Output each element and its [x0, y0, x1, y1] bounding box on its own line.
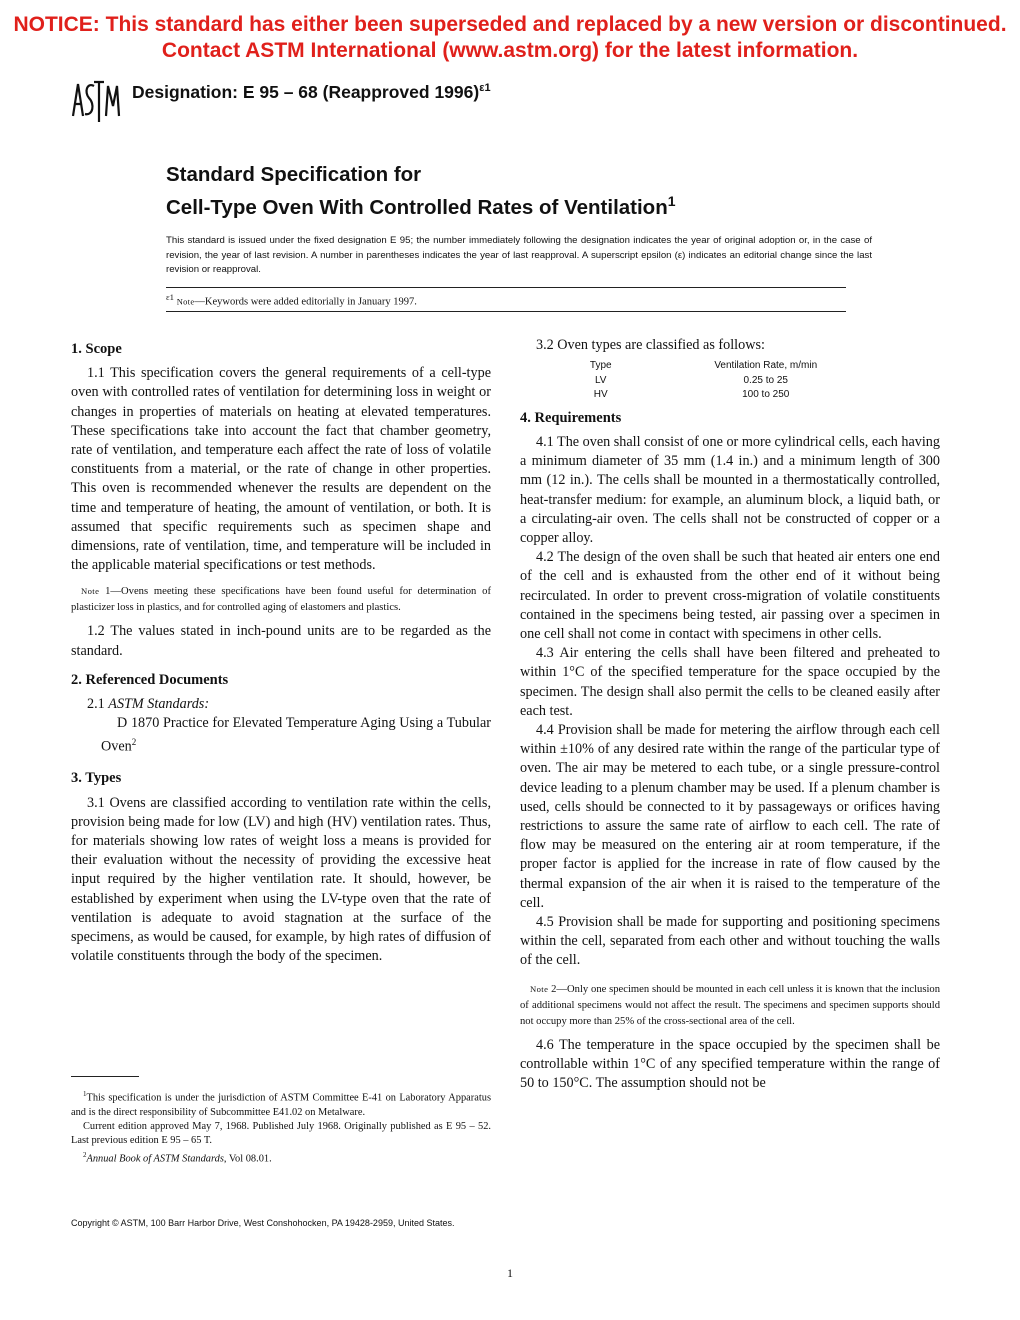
table-cell: 0.25 to 25 [743, 374, 788, 386]
right-column [520, 336, 940, 1093]
footnote-2-marker: 2 [83, 1151, 87, 1160]
title-line-2: Cell-Type Oven With Controlled Rates of Ventilation [166, 195, 668, 219]
note-1 [71, 583, 491, 616]
footnote-1-edition: Current edition approved May 7, 1968. Published July 1968. Originally published as E 95 – 52. Last previous edition E 95 – 65 T. [71, 1120, 491, 1147]
paragraph-4-1: 4.1 The oven shall consist of one or more cylindrical cells, each having a minimum diameter of 35 mm (1.4 in.) and a minimum length of 300 mm (12 in.). The cells shall be mounted in a thermostatically controlled, heat-transfer medium: for example, an aluminum block, a liquid bath, or a circulating-air oven. The cells shall not be constructed of copper or a copper alloy. [520, 433, 940, 546]
table-header-ventilation-rate: Ventilation Rate, m/min [714, 360, 818, 372]
table-header-row [572, 359, 902, 374]
footnotes [71, 1087, 491, 1167]
reference-item-text: D 1870 Practice for Elevated Temperature Aging Using a Tubular Oven [101, 715, 491, 756]
divider-top [166, 287, 846, 288]
footnote-1 [71, 1087, 491, 1120]
paragraph-4-4: 4.4 Provision shall be made for metering the airflow through each cell within ±10% of any desired rate within the range of the particular type of oven. The air may be metered to each tube, or a single pressure-control device leading to a plenum chamber may be used. If a plenum chamber is used, cells should be connected to it by passageways or orifices having restrictions to assure the same rate of airflow to each cell. The rate of flow may be measured on the entering air at room temperature, if the proper factor is applied for the increase in rate of flow caused by the thermal expansion of the air when it is raised to the temperature of the cell. [520, 721, 940, 911]
paragraph-2-1-number: 2.1 [87, 696, 109, 713]
table-header-type: Type [589, 360, 612, 372]
notice-line-1: NOTICE: This standard has either been superseded and replaced by a new version or discontinued. [13, 13, 1007, 36]
page-number: 1 [507, 1266, 513, 1280]
designation-text: Designation: E 95 – 68 (Reapproved 1996) [132, 82, 480, 102]
paragraph-2-1 [71, 695, 491, 714]
editorial-note-superscript: ε1 [166, 292, 175, 302]
paragraph-1-2: 1.2 The values stated in inch-pound units are to be regarded as the standard. [71, 623, 491, 659]
footnote-divider [71, 1076, 139, 1077]
paragraph-4-3: 4.3 Air entering the cells shall have been filtered and preheated to within 1°C of the specified temperature for the space occupied by the specimen. The design shall also permit the cells to be cleaned easily after each test. [520, 645, 940, 719]
paragraph-2-1-text: ASTM Standards: [108, 696, 210, 713]
paragraph-4-5: 4.5 Provision shall be made for supporting and positioning specimens within the cell, separated from each other and without touching the walls of the cell. [520, 913, 940, 969]
astm-logo [70, 76, 122, 126]
table-cell: HV [593, 389, 608, 401]
footnote-2 [71, 1148, 491, 1167]
footnote-1-text: This specification is under the jurisdiction of ASTM Committee E-41 on Laboratory Apparatus and is the direct responsibility of Subcommittee E41.02 on Metalware. [71, 1092, 491, 1118]
table-row [572, 374, 902, 389]
note-2-label: Note [530, 983, 549, 994]
notice-line-2: Contact ASTM International (www.astm.org) for the latest information. [161, 39, 859, 62]
notice-banner [0, 12, 1020, 64]
copyright-line: Copyright © ASTM, 100 Barr Harbor Drive, West Conshohocken, PA 19428-2959, United States. [71, 1218, 455, 1228]
reference-item-footnote-ref: 2 [131, 737, 137, 748]
title-line-1: Standard Specification for [166, 163, 422, 186]
table-cell: LV [594, 374, 607, 386]
section-heading-requirements: 4. Requirements [520, 409, 622, 426]
section-heading-types: 3. Types [71, 770, 122, 787]
title-footnote-ref: 1 [667, 193, 676, 209]
section-heading-scope: 1. Scope [71, 341, 122, 357]
editorial-note [166, 292, 417, 308]
designation-superscript: ε1 [479, 82, 491, 95]
table-row [572, 388, 902, 403]
document-title [166, 162, 676, 221]
designation [132, 82, 491, 103]
issued-statement: This standard is issued under the fixed designation E 95; the number immediately following the designation indicates the year of original adoption or, in the case of revision, the year of last revision. A number in parentheses indicates the year of last reapproval. A superscript epsilon (ε) indicates an editorial change since the last revision or reapproval. [166, 235, 872, 275]
table-cell: 100 to 250 [742, 389, 790, 401]
editorial-note-text: —Keywords were added editorially in January 1997. [194, 296, 417, 308]
section-heading-referenced-documents: 2. Referenced Documents [71, 671, 229, 688]
footnote-2-text: , Vol 08.01. [223, 1153, 272, 1165]
note-2 [520, 981, 940, 1030]
paragraph-1-1: 1.1 This specification covers the general requirements of a cell-type oven with controlled rates of ventilation for determining loss in weight or changes in properties of materials on heating at elevated temperatures. These specifications take into account the fact that chamber geometry, rate of ventilation, and temperature each affect the rate of loss of volatile constituents from a material, or the rate of change in other properties. This oven is recommended whenever the results are dependent on the time and temperature of heating, the amount of ventilation, or both. It is assumed that specific requirements such as specimen shape and dimensions, rate of ventilation, time, and temperature will be included in the applicable material specifications or test methods. [71, 365, 491, 574]
paragraph-4-6: 4.6 The temperature in the space occupied by the specimen shall be controllable within 1°C of any specified temperature within the range of 50 to 150°C. The assumption should not be [520, 1036, 940, 1091]
left-column [71, 336, 491, 966]
footnote-1-marker: 1 [83, 1090, 87, 1098]
paragraph-4-2: 4.2 The design of the oven shall be such that heated air enters one end of the cell and is exhausted from the other end of it without being recirculated. In order to prevent cross-migration of volatile constituents contained in the specimens being tested, air passing over a specimen in one cell shall not come in contact with specimens in other cells. [520, 549, 940, 642]
note-1-text: 1—Ovens meeting these specifications have been found useful for determination of plasticizer loss in plastics, and for controlled aging of elastomers and plastics. [71, 586, 491, 614]
reference-item [71, 714, 491, 757]
note-1-label: Note [81, 586, 100, 597]
paragraph-3-1: 3.1 Ovens are classified according to ventilation rate within the cells, provision being made for low (LV) and high (HV) ventilation rates. Thus, for materials showing low rates of weight loss a means is provided for their evaluation without the necessity of providing the excessive heat input required by the higher ventilation rate. It should, however, be established by experiment when using the LV-type oven that the rate of ventilation is adequate to avoid stagnation at the surface of the specimens, as would be caused, for example, by high rates of diffusion of volatile constituents through the body of the specimen. [71, 794, 491, 965]
note-2-text: 2—Only one specimen should be mounted in each cell unless it is known that the inclusion of additional specimens would not affect the result. The specimens and specimen supports should not occupy more than 25% of the cross-sectional area of the cell. [520, 983, 940, 1027]
oven-types-table [572, 359, 902, 403]
divider-bottom [166, 311, 846, 312]
paragraph-3-2: 3.2 Oven types are classified as follows: [536, 337, 765, 353]
footnote-2-italic: Annual Book of ASTM Standards [86, 1153, 224, 1165]
editorial-note-label: Note [176, 296, 195, 307]
